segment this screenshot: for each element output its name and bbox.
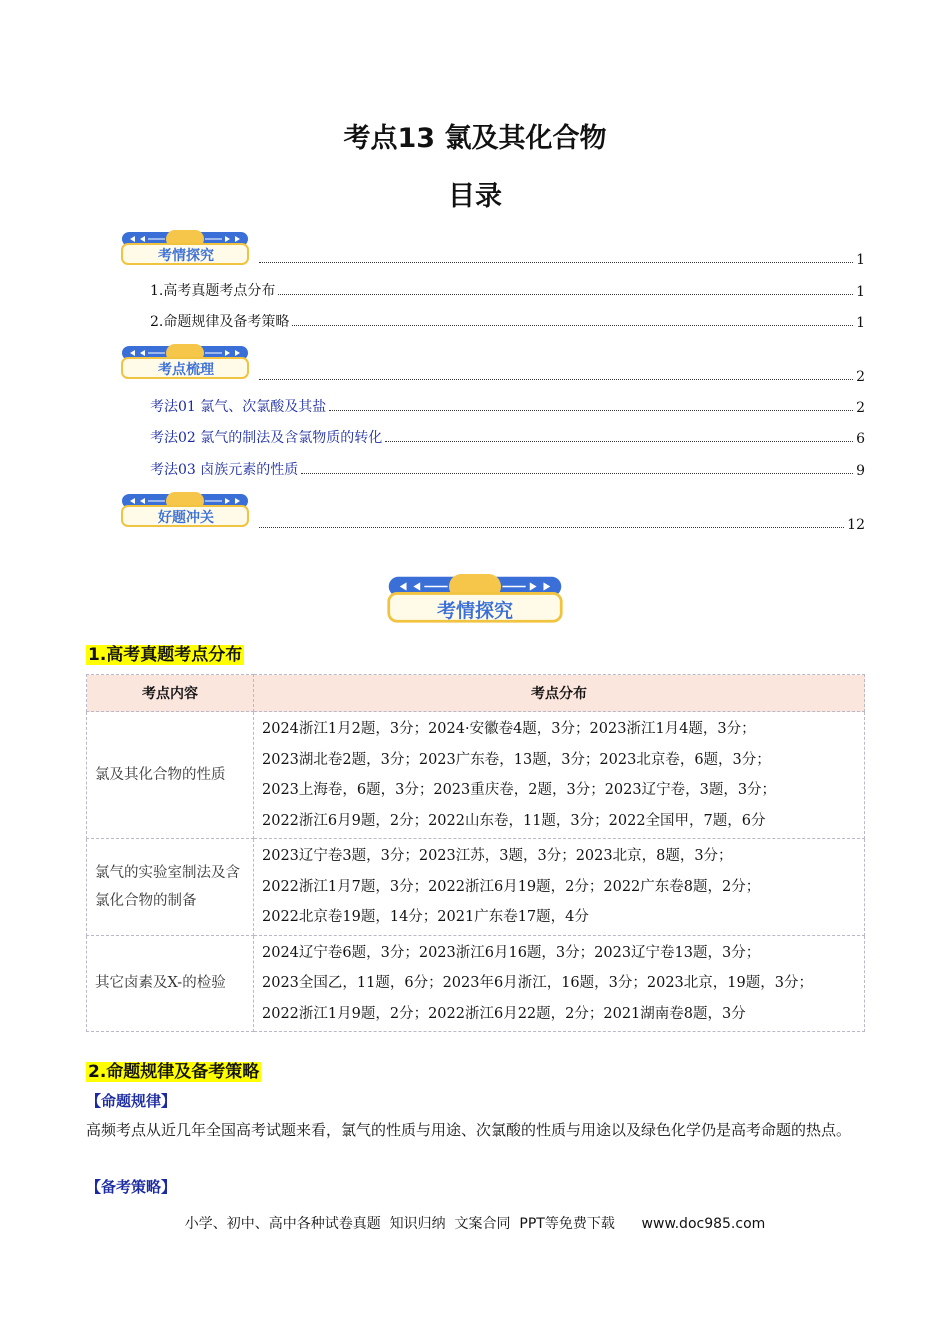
toc-page: 2: [856, 369, 865, 385]
toc-page: 1: [856, 252, 865, 268]
toc-row-4[interactable]: [150, 394, 865, 416]
toc-label: 1.高考真题考点分布: [150, 283, 276, 299]
toc-heading: 目录: [448, 181, 502, 212]
section-badge: [386, 574, 564, 624]
col-header-distribution: 考点分布: [254, 675, 865, 712]
toc-badge-kaoqing[interactable]: [120, 230, 252, 270]
toc-badge-label: 考情探究: [158, 248, 214, 264]
rule-label: 【命题规律】: [86, 1092, 177, 1110]
toc-row-5[interactable]: [150, 425, 865, 447]
distribution-cell: 2024浙江1月2题，3分；2024·安徽卷4题，3分；2023浙江1月4题，3分； 2023湖北卷2题，3分；2023广东卷，13题，3分；2023北京卷，6题，3分； 2023上海卷，6题，3分；2023重庆卷，2题，3分；2023辽宁卷，3题，3分； 2022浙江6月9题，2分；2022山东卷，11题，3分；2022全国甲，7题，6分: [254, 712, 865, 839]
toc-page: 9: [856, 463, 865, 479]
distribution-cell: 2024辽宁卷6题，3分；2023浙江6月16题，3分；2023辽宁卷13题，3分； 2023全国乙，11题，6分；2023年6月浙江，16题，3分；2023北京，19题，3分； 2022浙江1月9题，2分；2022浙江6月22题，2分；2021湖南卷8题，3分: [254, 935, 865, 1032]
toc-label: 考法02 氯气的制法及含氯物质的转化: [150, 430, 383, 446]
toc-row-1[interactable]: [150, 278, 865, 300]
table-row: [87, 935, 865, 1032]
topic-cell: 氯气的实验室制法及含氯化合物的制备: [87, 839, 254, 936]
toc-label: 考法01 氯气、次氯酸及其盐: [150, 399, 327, 415]
section2-heading: 2.命题规律及备考策略: [88, 1062, 260, 1082]
section1-heading: 1.高考真题考点分布: [88, 645, 243, 665]
toc-page: 2: [856, 400, 865, 416]
col-header-topic: 考点内容: [87, 675, 254, 712]
toc-row-7[interactable]: [256, 511, 865, 533]
toc-badge-haoti[interactable]: [120, 492, 252, 532]
toc-badge-label: 考点梳理: [158, 362, 214, 378]
toc-page: 6: [856, 431, 865, 447]
toc-badge-label: 好题冲关: [158, 510, 214, 526]
distribution-cell: 2023辽宁卷3题，3分；2023江苏，3题，3分；2023北京，8题，3分； 2022浙江1月7题，3分；2022浙江6月19题，2分；2022广东卷8题，2分； 2022北京卷19题，14分；2021广东卷17题，4分: [254, 839, 865, 936]
page-title: 考点13 氯及其化合物: [343, 123, 607, 154]
toc-row-0[interactable]: [256, 246, 865, 268]
exam-distribution-table: [86, 674, 865, 1032]
toc-row-2[interactable]: [150, 309, 865, 331]
toc-badge-kaodian[interactable]: [120, 344, 252, 384]
rule-text: 高频考点从近几年全国高考试题来看，氯气的性质与用途、次氯酸的性质与用途以及绿色化学仍是高考命题的热点。: [86, 1121, 852, 1139]
page-footer: 小学、初中、高中各种试卷真题 知识归纳 文案合同 PPT等免费下载 www.doc985.com: [184, 1216, 766, 1232]
toc-row-3[interactable]: [256, 363, 865, 385]
strategy-label: 【备考策略】: [86, 1178, 177, 1196]
topic-cell: 其它卤素及X-的检验: [87, 935, 254, 1032]
toc-page: 1: [856, 284, 865, 300]
toc-page: 12: [847, 517, 865, 533]
toc-label: 考法03 卤族元素的性质: [150, 462, 299, 478]
toc-page: 1: [856, 315, 865, 331]
toc-label: 2.命题规律及备考策略: [150, 314, 290, 330]
section-badge-label: 考情探究: [436, 600, 513, 622]
topic-cell: 氯及其化合物的性质: [87, 712, 254, 839]
toc-row-6[interactable]: [150, 457, 865, 479]
table-row: [87, 712, 865, 839]
table-row: [87, 839, 865, 936]
